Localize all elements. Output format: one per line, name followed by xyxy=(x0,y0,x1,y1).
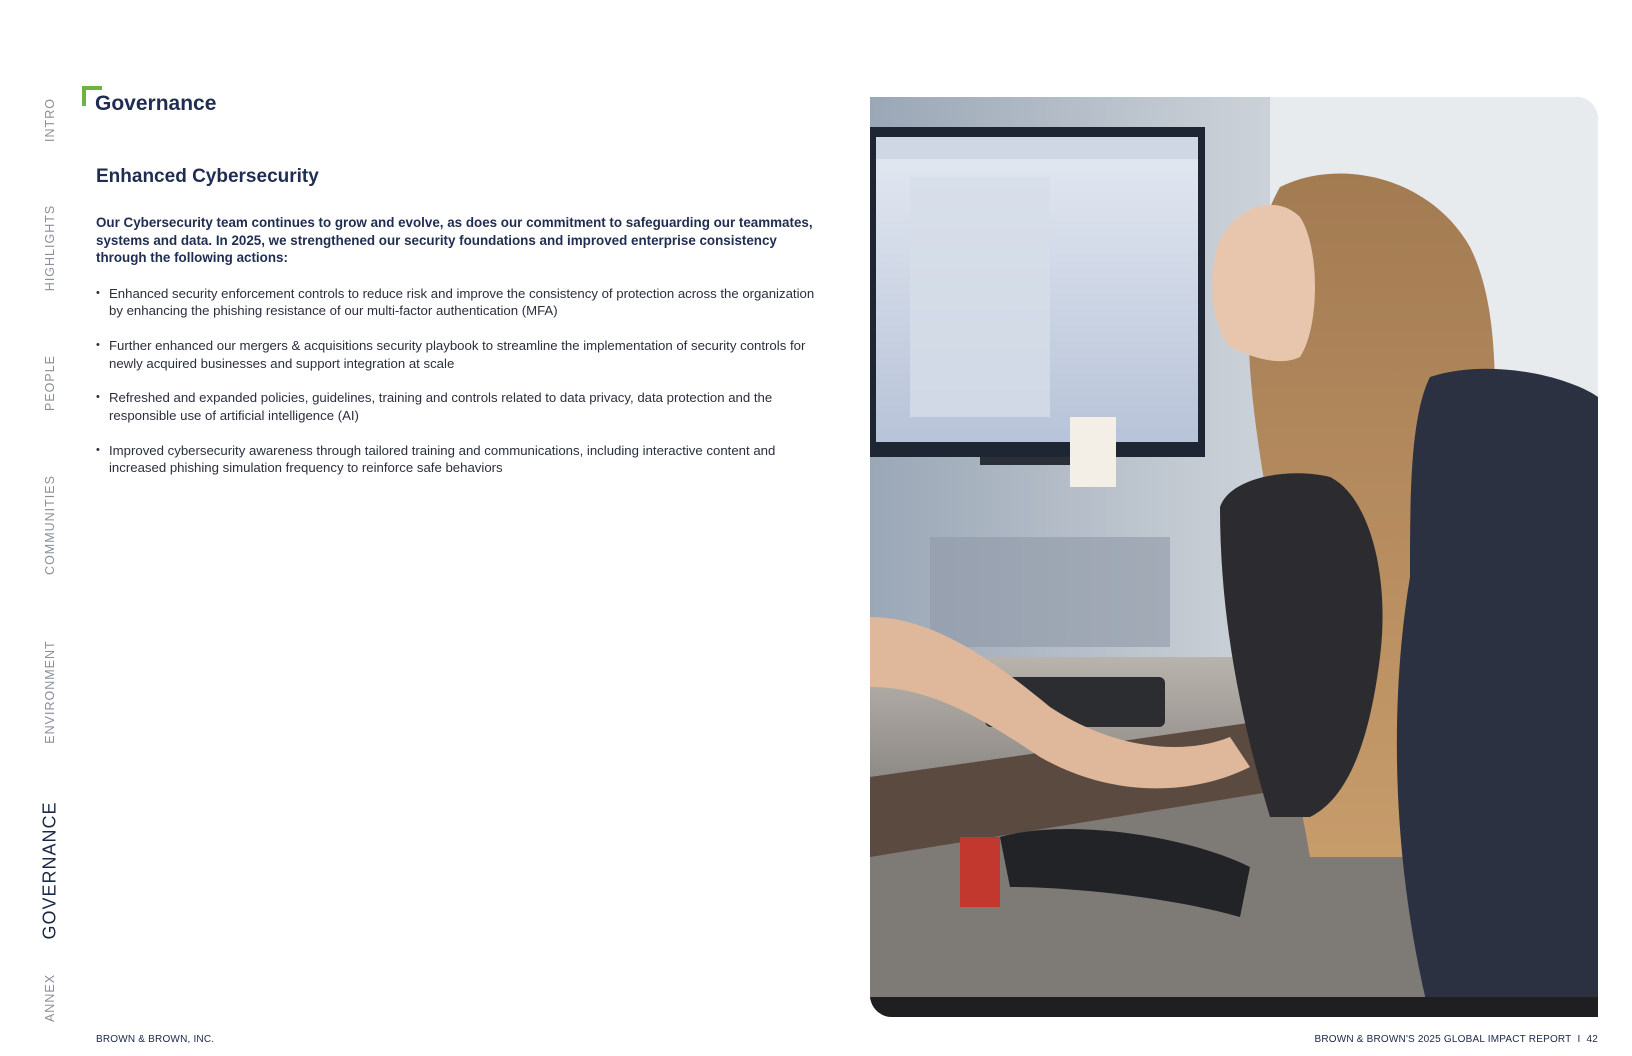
footer-report xyxy=(1314,1034,1598,1045)
main-content xyxy=(96,166,828,494)
bullet-icon: • xyxy=(96,391,100,404)
intro-paragraph: Our Cybersecurity team continues to grow and evolve, as does our commitment to safeguarding our teammates, systems and data. In 2025, we strengthened our security foundations and improved enterprise consistency through the following actions: xyxy=(96,215,813,265)
page-number: 42 xyxy=(1586,1034,1598,1045)
footer-report-title: BROWN & BROWN'S 2025 GLOBAL IMPACT REPORT xyxy=(1314,1034,1572,1045)
footer-separator: I xyxy=(1577,1034,1581,1045)
office-photo xyxy=(870,97,1598,1017)
list-item-text: Enhanced security enforcement controls to reduce risk and improve the consistency of protection across the organization by enhancing the phishing resistance of our multi-factor authentication (MFA) xyxy=(109,285,815,319)
nav-item-communities[interactable]: COMMUNITIES xyxy=(43,475,57,575)
list-item-text: Refreshed and expanded policies, guidelines, training and controls related to data privacy, data protection and the responsible use of artificial intelligence (AI) xyxy=(109,390,773,424)
nav-item-environment[interactable]: ENVIRONMENT xyxy=(43,640,57,744)
list-item-text: Improved cybersecurity awareness through tailored training and communications, including interactive content and increased phishing simulation frequency to reinforce safe behaviors xyxy=(109,442,776,476)
side-navigation xyxy=(0,0,80,1056)
footer-company: BROWN & BROWN, INC. xyxy=(96,1034,215,1045)
bullet-icon: • xyxy=(96,443,100,456)
section-title: Governance xyxy=(95,92,217,115)
page-heading: Enhanced Cybersecurity xyxy=(96,166,319,187)
nav-item-highlights[interactable]: HIGHLIGHTS xyxy=(43,204,57,292)
list-item-text: Further enhanced our mergers & acquisitions security playbook to streamline the implementation of security controls for newly acquired businesses and support integration at scale xyxy=(109,337,806,371)
list-item xyxy=(96,337,828,372)
list-item xyxy=(96,389,828,424)
nav-item-intro[interactable]: INTRO xyxy=(43,98,57,142)
list-item xyxy=(96,442,828,477)
list-item xyxy=(96,285,828,320)
nav-item-people[interactable]: PEOPLE xyxy=(43,354,57,412)
bullet-icon: • xyxy=(96,286,100,299)
nav-item-governance[interactable]: GOVERNANCE xyxy=(39,801,60,940)
bullet-icon: • xyxy=(96,338,100,351)
actions-list xyxy=(96,285,828,478)
nav-item-annex[interactable]: ANNEX xyxy=(43,973,57,1023)
